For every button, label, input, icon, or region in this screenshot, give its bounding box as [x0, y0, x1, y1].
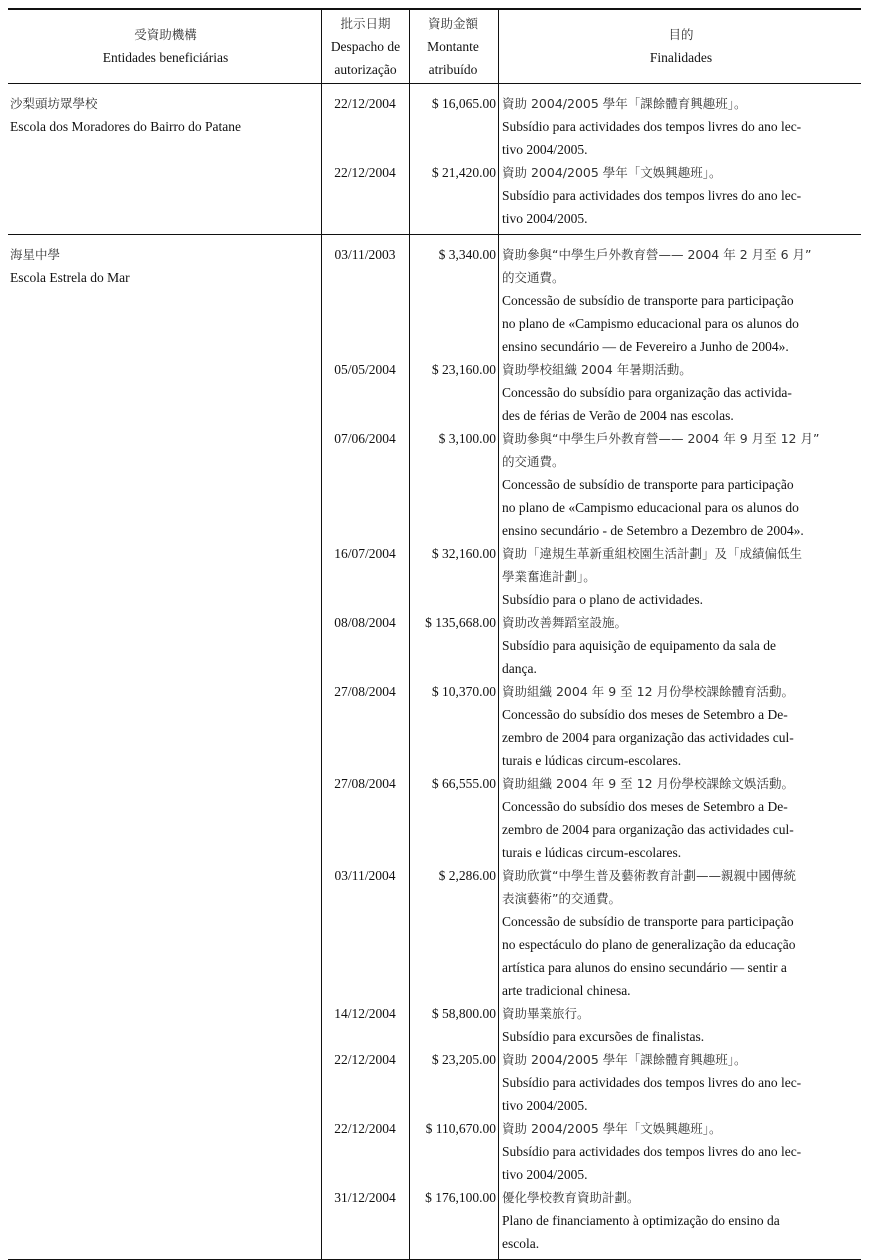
entity-cell — [8, 84, 321, 234]
date-cell: 14/12/2004 — [334, 1006, 396, 1021]
table-row — [321, 680, 861, 772]
purpose-zh: 的交通費。 — [502, 454, 565, 469]
amount-cell: $ 16,065.00 — [431, 96, 496, 111]
purpose-zh: 資助組織 2004 年 9 至 12 月份學校課餘體育活動。 — [502, 684, 795, 699]
purpose-zh: 資助 2004/2005 學年「文娛興趣班」。 — [502, 165, 722, 180]
date-cell: 22/12/2004 — [334, 1121, 396, 1136]
purpose-cell — [498, 611, 776, 680]
table-section — [8, 235, 861, 1260]
purpose-pt: Subsídio para actividades dos tempos livres do ano lec- — [502, 188, 802, 203]
header-text: Finalidades — [649, 50, 713, 65]
purpose-pt: Subsídio para o plano de actividades. — [502, 592, 703, 607]
purpose-zh: 學業奮進計劃」。 — [502, 569, 596, 584]
purpose-pt: turais e lúdicas circum-escolares. — [502, 845, 682, 860]
entity-name-pt: Escola Estrela do Mar — [10, 270, 130, 285]
purpose-pt: Concessão de subsídio de transporte para participação — [502, 293, 794, 308]
purpose-pt: Subsídio para actividades dos tempos livres do ano lec- — [502, 1075, 802, 1090]
purpose-pt: Subsídio para excursões de finalistas. — [502, 1029, 705, 1044]
purpose-zh: 資助組織 2004 年 9 至 12 月份學校課餘文娛活動。 — [502, 776, 795, 791]
amount-cell: $ 21,420.00 — [431, 165, 496, 180]
header-text: Entidades beneficiárias — [102, 50, 229, 65]
purpose-cell — [498, 864, 796, 1002]
date-cell: 16/07/2004 — [334, 546, 396, 561]
entity-cell — [8, 235, 321, 1259]
purpose-pt: zembro de 2004 para organização das actividades cul- — [502, 822, 794, 837]
table-row — [321, 1117, 861, 1186]
date-cell: 22/12/2004 — [334, 165, 396, 180]
entity-name-zh: 海星中學 — [10, 247, 61, 262]
purpose-pt: ensino secundário — de Fevereiro a Junho de 2004». — [502, 339, 789, 354]
purpose-cell — [498, 772, 794, 864]
header-text: atribuído — [428, 62, 478, 77]
entries — [321, 235, 861, 1259]
purpose-pt: Concessão do subsídio dos meses de Setembro a De- — [502, 707, 788, 722]
table-row — [321, 92, 861, 161]
purpose-pt: tivo 2004/2005. — [502, 211, 588, 226]
purpose-zh: 的交通費。 — [502, 270, 565, 285]
purpose-pt: tivo 2004/2005. — [502, 142, 588, 157]
purpose-pt: no plano de «Campismo educacional para os alunos do — [502, 500, 799, 515]
purpose-pt: turais e lúdicas circum-escolares. — [502, 753, 682, 768]
table-row — [321, 611, 861, 680]
date-cell: 22/12/2004 — [334, 96, 396, 111]
header-date — [321, 10, 409, 83]
table-header — [8, 10, 861, 84]
table-section — [8, 84, 861, 235]
purpose-pt: no plano de «Campismo educacional para os alunos do — [502, 316, 799, 331]
amount-cell: $ 2,286.00 — [438, 868, 496, 883]
purpose-zh: 資助 2004/2005 學年「課餘體育興趣班」。 — [502, 1052, 747, 1067]
purpose-zh: 資助改善舞蹈室設施。 — [502, 615, 628, 630]
purpose-pt: des de férias de Verão de 2004 nas escolas. — [502, 408, 734, 423]
amount-cell: $ 66,555.00 — [431, 776, 496, 791]
purpose-cell — [498, 542, 802, 611]
table-row — [321, 542, 861, 611]
table-row — [321, 772, 861, 864]
purpose-cell — [498, 161, 801, 230]
purpose-pt: Subsídio para actividades dos tempos livres do ano lec- — [502, 1144, 802, 1159]
purpose-pt: tivo 2004/2005. — [502, 1098, 588, 1113]
purpose-cell — [498, 1117, 801, 1186]
date-cell: 03/11/2003 — [334, 247, 396, 262]
date-cell: 03/11/2004 — [334, 868, 396, 883]
subsidy-table — [8, 8, 861, 1260]
purpose-zh: 資助欣賞“中學生普及藝術教育計劃——親親中國傳統 — [502, 868, 796, 883]
header-text: Montante — [427, 39, 479, 54]
amount-cell: $ 32,160.00 — [431, 546, 496, 561]
purpose-pt: Subsídio para actividades dos tempos livres do ano lec- — [502, 119, 802, 134]
table-row — [321, 1048, 861, 1117]
amount-cell: $ 58,800.00 — [431, 1006, 496, 1021]
header-text: Despacho de — [330, 39, 401, 54]
purpose-cell — [498, 1002, 704, 1048]
date-cell: 27/08/2004 — [334, 684, 396, 699]
purpose-pt: Subsídio para aquisição de equipamento da sala de — [502, 638, 777, 653]
purpose-pt: Concessão de subsídio de transporte para participação — [502, 477, 794, 492]
purpose-pt: ensino secundário - de Setembro a Dezembro de 2004». — [502, 523, 804, 538]
amount-cell: $ 135,668.00 — [425, 615, 496, 630]
purpose-zh: 資助參與“中學生戶外教育營—— 2004 年 9 月至 12 月” — [502, 431, 820, 446]
purpose-cell — [498, 427, 819, 542]
entity-name-pt: Escola dos Moradores do Bairro do Patane — [10, 119, 241, 134]
purpose-zh: 資助學校組織 2004 年暑期活動。 — [502, 362, 692, 377]
entity-name-zh: 沙梨頭坊眾學校 — [10, 96, 98, 111]
header-text: 受資助機構 — [134, 27, 197, 42]
purpose-pt: no espectáculo do plano de generalização da educação — [502, 937, 796, 952]
amount-cell: $ 23,205.00 — [431, 1052, 496, 1067]
purpose-pt: Plano de financiamento à optimização do ensino da — [502, 1213, 780, 1228]
amount-cell: $ 10,370.00 — [431, 684, 496, 699]
date-cell: 31/12/2004 — [334, 1190, 396, 1205]
purpose-cell — [498, 680, 794, 772]
amount-cell: $ 3,100.00 — [438, 431, 496, 446]
purpose-cell — [498, 358, 792, 427]
purpose-pt: artística para alunos do ensino secundário — sentir a — [502, 960, 787, 975]
purpose-cell — [498, 92, 801, 161]
purpose-pt: dança. — [502, 661, 537, 676]
amount-cell: $ 3,340.00 — [438, 247, 496, 262]
purpose-pt: Concessão do subsídio dos meses de Setembro a De- — [502, 799, 788, 814]
table-row — [321, 161, 861, 230]
date-cell: 08/08/2004 — [334, 615, 396, 630]
amount-cell: $ 176,100.00 — [425, 1190, 496, 1205]
date-cell: 27/08/2004 — [334, 776, 396, 791]
purpose-zh: 表演藝術”的交通費。 — [502, 891, 621, 906]
purpose-pt: tivo 2004/2005. — [502, 1167, 588, 1182]
date-cell: 22/12/2004 — [334, 1052, 396, 1067]
table-row — [321, 243, 861, 358]
table-row — [321, 864, 861, 1002]
purpose-zh: 資助畢業旅行。 — [502, 1006, 590, 1021]
purpose-pt: zembro de 2004 para organização das actividades cul- — [502, 730, 794, 745]
header-text: 批示日期 — [340, 16, 391, 31]
purpose-cell — [498, 1048, 801, 1117]
purpose-zh: 優化學校教育資助計劃。 — [502, 1190, 640, 1205]
amount-cell: $ 110,670.00 — [425, 1121, 496, 1136]
header-entities — [8, 10, 321, 83]
purpose-zh: 資助 2004/2005 學年「文娛興趣班」。 — [502, 1121, 722, 1136]
header-amount — [409, 10, 498, 83]
purpose-zh: 資助「違規生革新重組校園生活計劃」及「成績偏低生 — [502, 546, 803, 561]
purpose-pt: Concessão do subsídio para organização das activida- — [502, 385, 792, 400]
table-row — [321, 427, 861, 542]
header-text: 資助金額 — [427, 16, 478, 31]
purpose-zh: 資助參與“中學生戶外教育營—— 2004 年 2 月至 6 月” — [502, 247, 812, 262]
entries — [321, 84, 861, 234]
purpose-cell — [498, 1186, 780, 1255]
header-purpose — [498, 10, 861, 83]
table-row — [321, 1186, 861, 1255]
purpose-pt: escola. — [502, 1236, 540, 1251]
table-row — [321, 1002, 861, 1048]
table-row — [321, 358, 861, 427]
purpose-zh: 資助 2004/2005 學年「課餘體育興趣班」。 — [502, 96, 747, 111]
header-text: autorização — [334, 62, 397, 77]
header-text: 目的 — [668, 27, 694, 42]
purpose-pt: Concessão de subsídio de transporte para participação — [502, 914, 794, 929]
date-cell: 07/06/2004 — [334, 431, 396, 446]
purpose-cell — [498, 243, 812, 358]
amount-cell: $ 23,160.00 — [431, 362, 496, 377]
purpose-pt: arte tradicional chinesa. — [502, 983, 631, 998]
date-cell: 05/05/2004 — [334, 362, 396, 377]
